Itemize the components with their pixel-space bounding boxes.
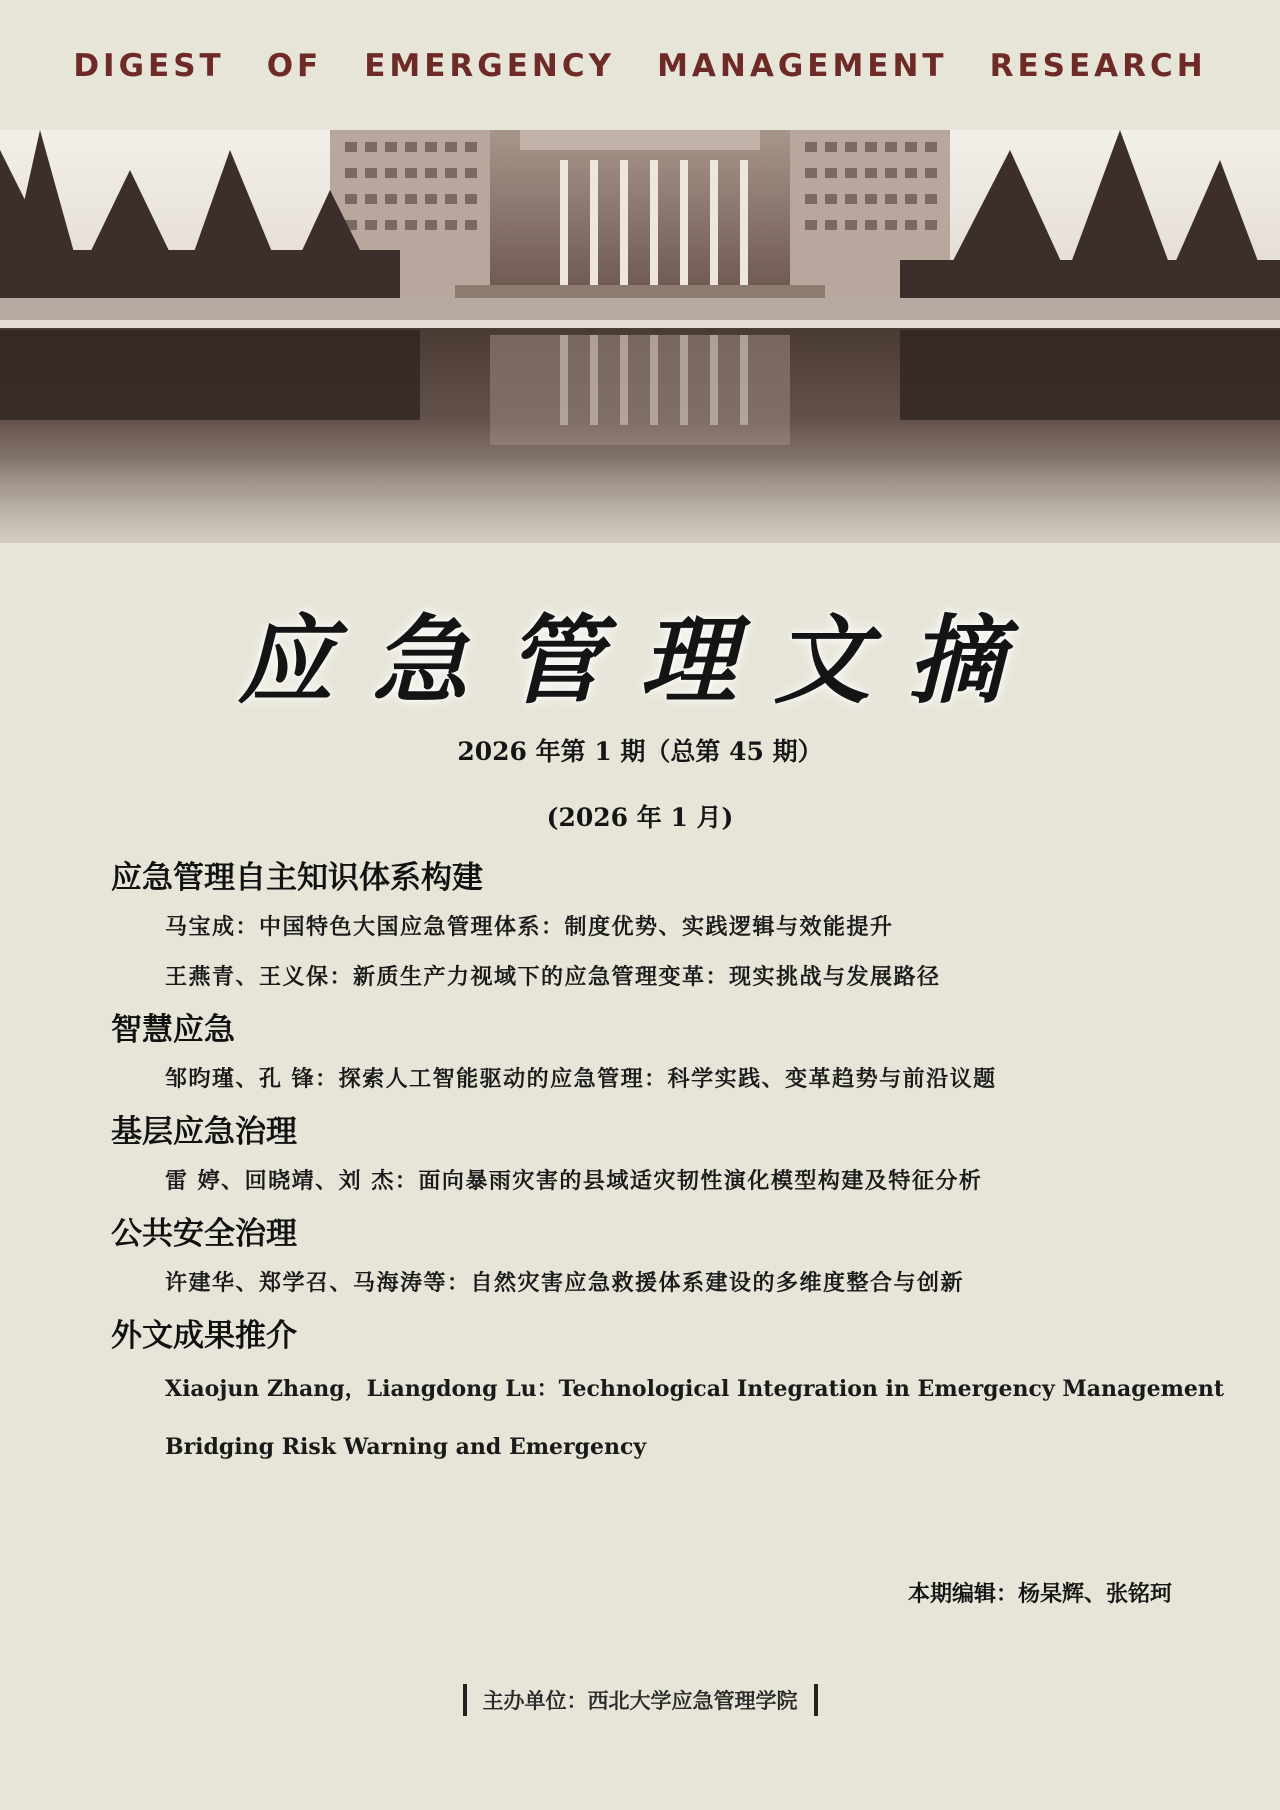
article-entry: 王燕青、王义保：新质生产力视域下的应急管理变革：现实挑战与发展路径 <box>165 964 941 990</box>
article-entry: 马宝成：中国特色大国应急管理体系：制度优势、实践逻辑与效能提升 <box>165 914 894 940</box>
issue-number: 2026 年第 1 期（总第 45 期） <box>457 737 823 766</box>
issue-date: (2026 年 1 月) <box>546 803 734 832</box>
campus-photo <box>0 130 1280 543</box>
article-entry: 许建华、郑学召、马海涛等：自然灾害应急救援体系建设的多维度整合与创新 <box>165 1270 965 1296</box>
masthead-word: DIGEST <box>73 48 225 84</box>
section-heading: 基层应急治理 <box>111 1114 297 1150</box>
table-of-contents <box>111 850 1225 1476</box>
masthead-word: MANAGEMENT <box>657 48 948 84</box>
section-heading: 外文成果推介 <box>111 1318 297 1354</box>
toc-section <box>111 1210 1171 1308</box>
article-entry: 雷 婷、回晓靖、刘 杰：面向暴雨灾害的县域适灾韧性演化模型构建及特征分析 <box>165 1168 983 1194</box>
toc-section <box>111 854 1171 1002</box>
toc-section <box>111 1312 1225 1476</box>
issue-editors: 本期编辑：杨杲辉、张铭珂 <box>907 1581 1172 1607</box>
section-heading: 公共安全治理 <box>111 1216 297 1252</box>
campus-photo-banner <box>0 130 1280 543</box>
sponsor-line <box>0 1684 1280 1716</box>
divider-bar <box>814 1684 818 1716</box>
sponsor-text: 主办单位：西北大学应急管理学院 <box>482 1689 798 1713</box>
article-entry: Bridging Risk Warning and Emergency <box>165 1434 647 1460</box>
section-heading: 智慧应急 <box>111 1012 235 1048</box>
masthead-word: OF <box>266 48 323 84</box>
article-entry: 邹昀瑾、孔 锋：探索人工智能驱动的应急管理：科学实践、变革趋势与前沿议题 <box>165 1066 997 1092</box>
masthead-word: RESEARCH <box>989 48 1207 84</box>
journal-title: 应急管理文摘 <box>238 604 1042 717</box>
article-entry: Xiaojun Zhang，Liangdong Lu：Technological Integration in Emergency Management <box>165 1376 1225 1402</box>
masthead-word: EMERGENCY <box>364 48 616 84</box>
toc-section <box>111 1108 1171 1206</box>
section-heading: 应急管理自主知识体系构建 <box>111 860 483 896</box>
masthead-title <box>0 48 1280 84</box>
divider-bar <box>463 1684 467 1716</box>
toc-section <box>111 1006 1171 1104</box>
masthead <box>0 0 1280 130</box>
